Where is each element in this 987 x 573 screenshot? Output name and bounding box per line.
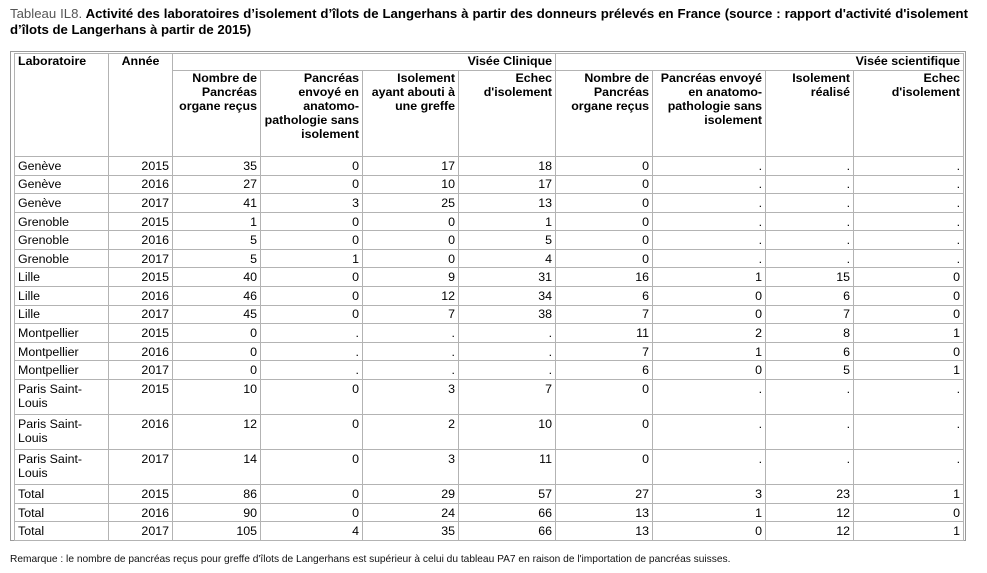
table-row xyxy=(15,415,964,450)
cell-laboratoire: Paris Saint-Louis xyxy=(15,450,109,485)
cell-annee: 2016 xyxy=(109,503,173,522)
col-header-sci-anatomo: Pancréas envoyé en anatomo-pathologie sans isolement xyxy=(653,71,766,157)
cell-value: . xyxy=(653,194,766,213)
cell-value: 13 xyxy=(459,194,556,213)
cell-value: 0 xyxy=(854,503,964,522)
cell-annee: 2017 xyxy=(109,249,173,268)
cell-value: 4 xyxy=(459,249,556,268)
cell-value: 1 xyxy=(261,249,363,268)
cell-annee: 2017 xyxy=(109,450,173,485)
col-header-sci-echec: Echec d'isolement xyxy=(854,71,964,157)
cell-value: 0 xyxy=(556,379,653,414)
table-caption xyxy=(10,6,968,38)
cell-value: 0 xyxy=(556,212,653,231)
table-row xyxy=(15,212,964,231)
cell-value: 66 xyxy=(459,522,556,541)
cell-annee: 2016 xyxy=(109,175,173,194)
cell-value: 14 xyxy=(173,450,261,485)
cell-value: 0 xyxy=(854,305,964,324)
cell-value: 11 xyxy=(556,324,653,343)
cell-value: 0 xyxy=(653,287,766,306)
cell-laboratoire: Genève xyxy=(15,157,109,176)
cell-value: . xyxy=(854,231,964,250)
cell-value: 16 xyxy=(556,268,653,287)
cell-value: 3 xyxy=(653,485,766,504)
cell-laboratoire: Total xyxy=(15,485,109,504)
cell-value: 5 xyxy=(766,361,854,380)
cell-value: 0 xyxy=(556,450,653,485)
cell-value: 1 xyxy=(173,212,261,231)
cell-value: 24 xyxy=(363,503,459,522)
cell-value: . xyxy=(766,194,854,213)
col-header-annee: Année xyxy=(109,54,173,157)
cell-value: 23 xyxy=(766,485,854,504)
cell-value: 31 xyxy=(459,268,556,287)
cell-annee: 2015 xyxy=(109,485,173,504)
cell-value: . xyxy=(653,157,766,176)
cell-value: 1 xyxy=(854,361,964,380)
table-row xyxy=(15,503,964,522)
cell-value: . xyxy=(653,231,766,250)
cell-value: . xyxy=(261,324,363,343)
col-header-laboratoire: Laboratoire xyxy=(15,54,109,157)
cell-value: 35 xyxy=(173,157,261,176)
cell-value: 0 xyxy=(173,324,261,343)
cell-value: . xyxy=(766,450,854,485)
col-header-clin-echec: Echec d'isolement xyxy=(459,71,556,157)
table-row xyxy=(15,194,964,213)
remark-note: Remarque : le nombre de pancréas reçus pour greffe d'îlots de Langerhans est supérieur à celui du tableau PA7 en raison de l'importation de pancréas suisses. xyxy=(10,554,731,565)
cell-value: . xyxy=(766,415,854,450)
cell-value: 2 xyxy=(653,324,766,343)
cell-value: 12 xyxy=(363,287,459,306)
cell-annee: 2016 xyxy=(109,415,173,450)
cell-value: 0 xyxy=(261,503,363,522)
cell-value: . xyxy=(653,379,766,414)
cell-value: 0 xyxy=(261,157,363,176)
cell-value: 4 xyxy=(261,522,363,541)
cell-value: 57 xyxy=(459,485,556,504)
cell-value: 10 xyxy=(459,415,556,450)
cell-value: . xyxy=(261,361,363,380)
activity-table xyxy=(14,53,964,541)
cell-laboratoire: Grenoble xyxy=(15,212,109,231)
cell-value: 10 xyxy=(363,175,459,194)
cell-value: . xyxy=(261,342,363,361)
cell-value: 86 xyxy=(173,485,261,504)
cell-value: . xyxy=(653,450,766,485)
cell-value: 1 xyxy=(653,342,766,361)
cell-value: 7 xyxy=(556,342,653,361)
group-header-scientifique: Visée scientifique xyxy=(556,54,964,71)
cell-value: 6 xyxy=(766,342,854,361)
cell-value: . xyxy=(459,342,556,361)
table-row xyxy=(15,342,964,361)
table-row xyxy=(15,249,964,268)
cell-value: 38 xyxy=(459,305,556,324)
table-row xyxy=(15,175,964,194)
cell-value: 8 xyxy=(766,324,854,343)
col-header-clin-recus: Nombre de Pancréas organe reçus xyxy=(173,71,261,157)
cell-value: 5 xyxy=(173,231,261,250)
col-header-sci-recus: Nombre de Pancréas organe reçus xyxy=(556,71,653,157)
cell-value: 9 xyxy=(363,268,459,287)
cell-value: 0 xyxy=(261,415,363,450)
cell-value: . xyxy=(653,175,766,194)
cell-laboratoire: Grenoble xyxy=(15,231,109,250)
cell-value: . xyxy=(854,194,964,213)
cell-value: . xyxy=(854,157,964,176)
table-row xyxy=(15,287,964,306)
table-row xyxy=(15,324,964,343)
cell-value: 13 xyxy=(556,503,653,522)
table-header xyxy=(15,54,964,157)
cell-value: 35 xyxy=(363,522,459,541)
cell-value: 0 xyxy=(556,194,653,213)
cell-laboratoire: Grenoble xyxy=(15,249,109,268)
cell-value: . xyxy=(653,415,766,450)
cell-value: 29 xyxy=(363,485,459,504)
cell-laboratoire: Paris Saint-Louis xyxy=(15,415,109,450)
cell-value: . xyxy=(363,361,459,380)
cell-annee: 2017 xyxy=(109,305,173,324)
cell-value: . xyxy=(363,342,459,361)
cell-value: 105 xyxy=(173,522,261,541)
cell-value: 34 xyxy=(459,287,556,306)
cell-value: 1 xyxy=(459,212,556,231)
cell-value: 0 xyxy=(261,450,363,485)
cell-value: . xyxy=(459,361,556,380)
table-body xyxy=(15,157,964,541)
table-row xyxy=(15,450,964,485)
cell-value: . xyxy=(766,379,854,414)
cell-value: 0 xyxy=(261,268,363,287)
cell-value: 66 xyxy=(459,503,556,522)
table-row xyxy=(15,379,964,414)
cell-value: . xyxy=(854,175,964,194)
cell-value: 1 xyxy=(653,268,766,287)
cell-value: 0 xyxy=(261,212,363,231)
table-row xyxy=(15,485,964,504)
cell-value: 0 xyxy=(173,342,261,361)
cell-laboratoire: Montpellier xyxy=(15,361,109,380)
cell-value: 41 xyxy=(173,194,261,213)
cell-value: . xyxy=(854,450,964,485)
cell-value: 3 xyxy=(363,450,459,485)
cell-value: . xyxy=(766,249,854,268)
cell-value: 6 xyxy=(556,361,653,380)
cell-value: 27 xyxy=(173,175,261,194)
cell-annee: 2016 xyxy=(109,231,173,250)
cell-value: 1 xyxy=(854,485,964,504)
cell-value: . xyxy=(854,415,964,450)
cell-value: 1 xyxy=(653,503,766,522)
cell-value: 3 xyxy=(261,194,363,213)
cell-value: 45 xyxy=(173,305,261,324)
cell-laboratoire: Total xyxy=(15,522,109,541)
cell-laboratoire: Lille xyxy=(15,305,109,324)
table-row xyxy=(15,361,964,380)
cell-value: 0 xyxy=(556,157,653,176)
cell-value: 6 xyxy=(556,287,653,306)
col-header-clin-anatomo: Pancréas envoyé en anatomo-pathologie sans isolement xyxy=(261,71,363,157)
cell-laboratoire: Total xyxy=(15,503,109,522)
cell-annee: 2015 xyxy=(109,268,173,287)
cell-value: 18 xyxy=(459,157,556,176)
cell-value: . xyxy=(766,157,854,176)
cell-value: 90 xyxy=(173,503,261,522)
table-row xyxy=(15,305,964,324)
cell-value: 11 xyxy=(459,450,556,485)
col-header-clin-greffe: Isolement ayant abouti à une greffe xyxy=(363,71,459,157)
cell-value: 7 xyxy=(459,379,556,414)
cell-value: 2 xyxy=(363,415,459,450)
cell-value: 0 xyxy=(363,249,459,268)
cell-value: 3 xyxy=(363,379,459,414)
cell-laboratoire: Lille xyxy=(15,287,109,306)
cell-value: 0 xyxy=(363,231,459,250)
cell-value: 12 xyxy=(766,522,854,541)
cell-annee: 2015 xyxy=(109,157,173,176)
cell-annee: 2017 xyxy=(109,194,173,213)
cell-value: 0 xyxy=(556,175,653,194)
cell-value: 1 xyxy=(854,522,964,541)
cell-value: 0 xyxy=(261,231,363,250)
cell-laboratoire: Lille xyxy=(15,268,109,287)
cell-value: 17 xyxy=(363,157,459,176)
cell-value: 13 xyxy=(556,522,653,541)
col-header-sci-realise: Isolement réalisé xyxy=(766,71,854,157)
cell-value: . xyxy=(653,212,766,231)
cell-value: 0 xyxy=(261,379,363,414)
cell-value: . xyxy=(854,379,964,414)
cell-value: 7 xyxy=(766,305,854,324)
cell-value: 40 xyxy=(173,268,261,287)
cell-annee: 2016 xyxy=(109,287,173,306)
cell-value: 10 xyxy=(173,379,261,414)
cell-laboratoire: Montpellier xyxy=(15,324,109,343)
cell-value: 0 xyxy=(653,305,766,324)
cell-value: 27 xyxy=(556,485,653,504)
cell-value: 5 xyxy=(173,249,261,268)
table-row xyxy=(15,522,964,541)
cell-laboratoire: Genève xyxy=(15,175,109,194)
cell-value: 0 xyxy=(173,361,261,380)
table-number: Tableau IL8. xyxy=(10,6,83,21)
table-row xyxy=(15,157,964,176)
cell-value: 0 xyxy=(261,485,363,504)
cell-value: 15 xyxy=(766,268,854,287)
cell-value: 25 xyxy=(363,194,459,213)
cell-value: . xyxy=(766,175,854,194)
cell-value: . xyxy=(854,212,964,231)
cell-value: 0 xyxy=(653,361,766,380)
cell-value: 7 xyxy=(363,305,459,324)
cell-value: . xyxy=(363,324,459,343)
table-row xyxy=(15,268,964,287)
cell-value: 0 xyxy=(854,268,964,287)
cell-laboratoire: Paris Saint-Louis xyxy=(15,379,109,414)
cell-annee: 2017 xyxy=(109,361,173,380)
cell-value: 0 xyxy=(556,415,653,450)
table-title: Activité des laboratoires d’isolement d’îlots de Langerhans à partir des donneurs prélevés en France (source : rapport d'activité d'isolement d’îlots de Langerhans à partir de 2015) xyxy=(10,6,968,37)
cell-value: 5 xyxy=(459,231,556,250)
cell-value: 7 xyxy=(556,305,653,324)
cell-laboratoire: Montpellier xyxy=(15,342,109,361)
cell-value: . xyxy=(766,212,854,231)
cell-value: . xyxy=(766,231,854,250)
cell-value: 6 xyxy=(766,287,854,306)
cell-value: 0 xyxy=(556,231,653,250)
cell-value: . xyxy=(854,249,964,268)
table-row xyxy=(15,231,964,250)
cell-annee: 2015 xyxy=(109,212,173,231)
cell-value: 0 xyxy=(261,175,363,194)
cell-value: 12 xyxy=(173,415,261,450)
cell-value: 0 xyxy=(363,212,459,231)
cell-value: . xyxy=(459,324,556,343)
cell-value: 1 xyxy=(854,324,964,343)
cell-value: 0 xyxy=(854,342,964,361)
cell-annee: 2017 xyxy=(109,522,173,541)
cell-value: 46 xyxy=(173,287,261,306)
cell-value: 0 xyxy=(653,522,766,541)
cell-value: 0 xyxy=(261,305,363,324)
cell-value: 0 xyxy=(261,287,363,306)
cell-laboratoire: Genève xyxy=(15,194,109,213)
cell-value: 0 xyxy=(556,249,653,268)
cell-value: . xyxy=(653,249,766,268)
cell-annee: 2015 xyxy=(109,324,173,343)
cell-annee: 2016 xyxy=(109,342,173,361)
cell-value: 17 xyxy=(459,175,556,194)
cell-annee: 2015 xyxy=(109,379,173,414)
cell-value: 0 xyxy=(854,287,964,306)
group-header-clinique: Visée Clinique xyxy=(173,54,556,71)
cell-value: 12 xyxy=(766,503,854,522)
